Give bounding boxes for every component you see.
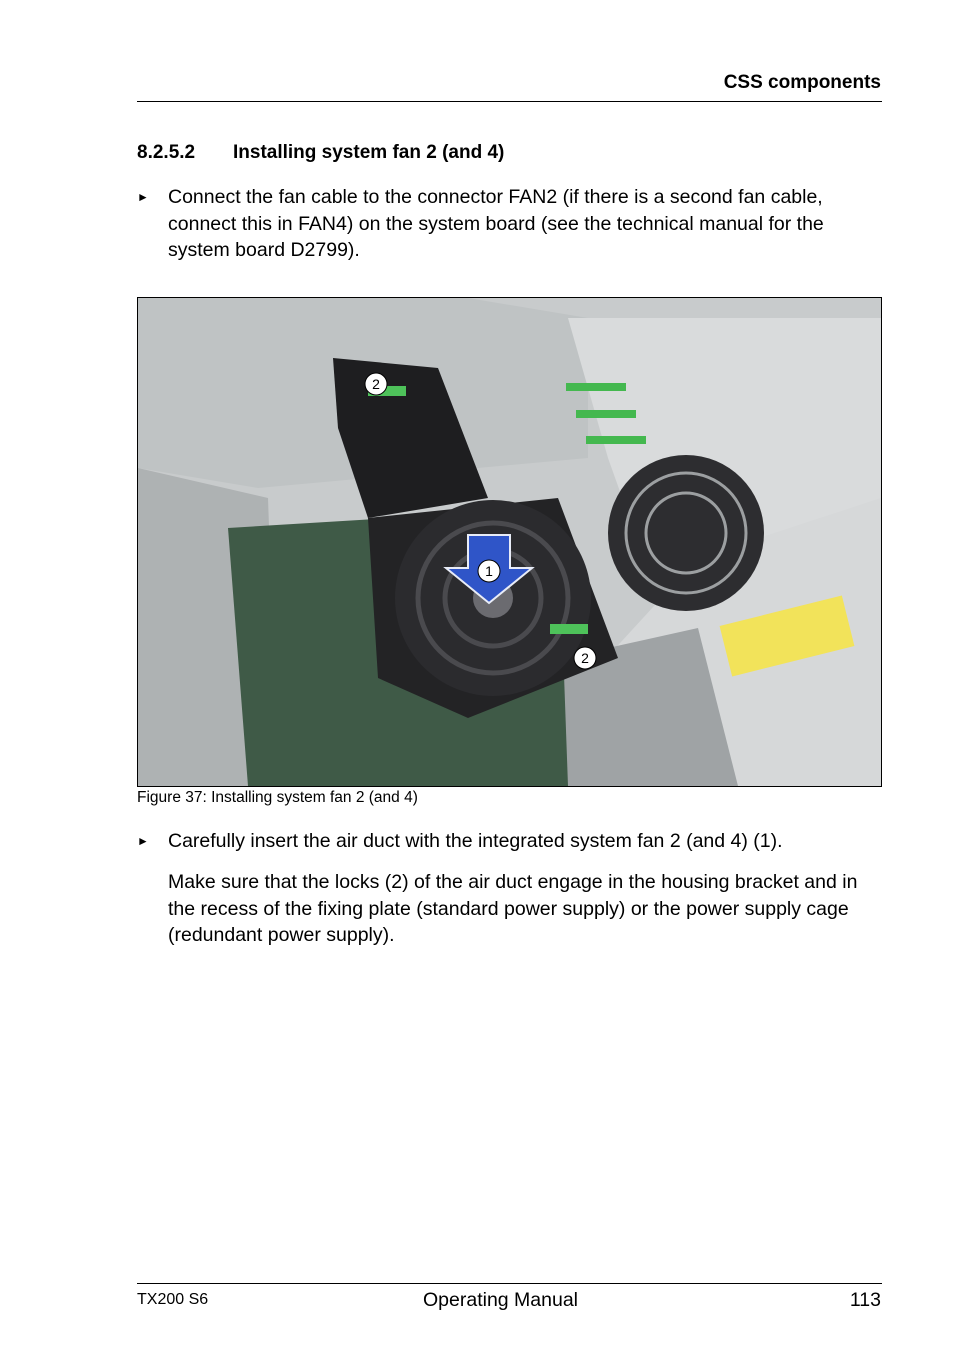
footer-doc-title: Operating Manual bbox=[423, 1289, 579, 1311]
section-title: Installing system fan 2 (and 4) bbox=[233, 142, 505, 163]
step-text: Carefully insert the air duct with the integrated system fan 2 (and 4) (1). bbox=[168, 830, 783, 852]
figure-caption: Figure 37: Installing system fan 2 (and 4) bbox=[137, 789, 418, 806]
callout-2-top: 2 bbox=[372, 376, 380, 392]
footer-model: TX200 S6 bbox=[137, 1291, 209, 1308]
header-rule bbox=[137, 101, 882, 102]
callout-2-bottom: 2 bbox=[581, 650, 589, 666]
callout-1: 1 bbox=[485, 563, 493, 579]
bullet-arrow: ► bbox=[137, 190, 149, 204]
note-paragraph: Make sure that the locks (2) of the air duct engage in the housing bracket and in the recess of the fixing plate (standard power supply) or the power supply cage (redundant power supply). bbox=[168, 871, 858, 946]
step-connect-cable bbox=[137, 184, 882, 264]
header-title: CSS components bbox=[723, 72, 881, 93]
figure-photo bbox=[137, 297, 882, 787]
section-number: 8.2.5.2 bbox=[137, 142, 196, 163]
page-number: 113 bbox=[849, 1289, 881, 1311]
bullet-arrow: ► bbox=[137, 834, 149, 848]
step-text: Connect the fan cable to the connector FAN2 (if there is a second fan cable, connect this in FAN4) on the system board (see the technical manual for the system board D2799). bbox=[168, 186, 824, 261]
section-heading bbox=[137, 142, 504, 164]
server-interior-illustration bbox=[138, 298, 881, 786]
footer-rule bbox=[137, 1283, 882, 1284]
step-insert-air-duct bbox=[137, 828, 882, 855]
